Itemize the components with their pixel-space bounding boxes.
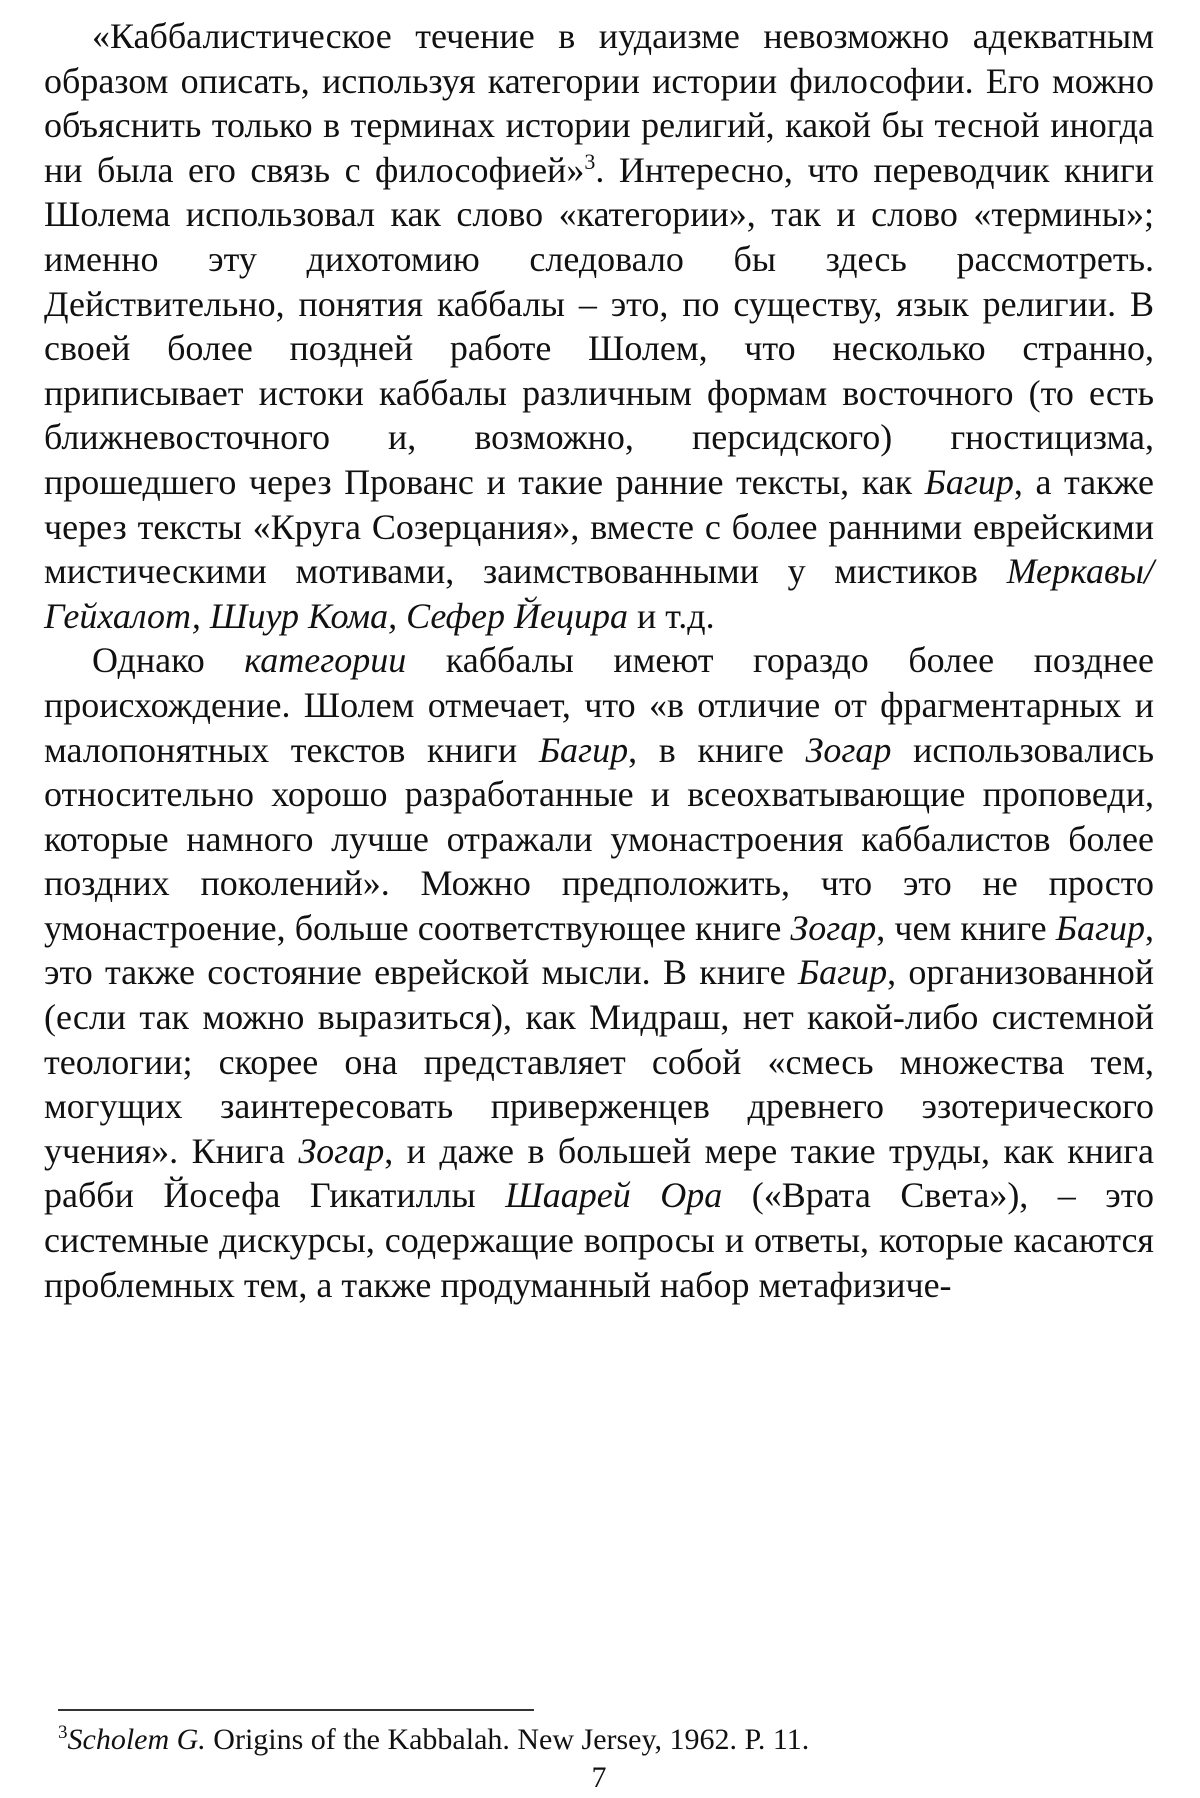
italic-title: Меркавы/Гейхалот, Шиур Кома, Сефер Йецира [44,551,1154,636]
text-run: . Интересно, что переводчик книги Шолема использовал как слово «категории», так и слово «термины»; именно эту дихотомию следовало бы здесь рассмотреть. Действительно, понятия каббалы – это, по существу, язык религии. В своей более поздней работе Шолем, что несколько странно, приписывает истоки каббалы различным формам восточного (то есть ближневосточного и, возможно, персидского) гностицизма, прошедшего через Прованс и такие ранние тексты, как [44,149,1154,502]
text-run: , это также состояние еврейской мысли. В книге [44,907,1154,993]
footnote-reference: 3 [584,148,596,174]
text-run: («Врата Света»), – это системные дискурсы, содержащие вопросы и ответы, которые касаются проблемных тем, а также продуманный набор метафизиче- [44,1175,1154,1305]
book-page [44,14,1155,1794]
footnote-author: Scholem G. [67,1723,206,1756]
footnote-divider [58,1709,534,1711]
footnote [58,1722,1138,1758]
text-run: , а также через тексты «Круга Созерцания», вместе с более ранними еврейскими мистическими мотивами, заимствованными у мистиков [44,461,1154,592]
text-run: «Каббалистическое течение в иудаизме невозможно адекватным образом описать, используя категории истории философии. Его можно объяснить только в терминах истории религий, какой бы тесной иногда ни была его связь с философией» [44,16,1154,190]
text-run: Однако [92,640,245,681]
paragraph-2 [44,638,1154,1307]
italic-title: Багир [797,952,888,993]
page-number: 7 [591,1761,607,1794]
italic-title: Багир [1055,907,1145,948]
text-run: , в книге [628,729,806,770]
footnote-marker: 3 [58,1722,68,1743]
paragraph-1 [44,14,1154,638]
text-run: , и даже в большей мере такие труды, как книга рабби Йосефа Гикатиллы [44,1130,1154,1216]
text-run: использовались относительно хорошо разработанные и всеохватывающие проповеди, которые намного лучше отражали умонастроения каббалистов более поздних поколений». Можно предположить, что это не просто умонастроение, больше соответствующее книге [44,729,1154,948]
italic-title: Зогар [790,907,877,948]
text-run: и т.д. [627,595,715,636]
italic-title: Зогар [298,1130,385,1171]
footnote-text: Origins of the Kabbalah. New Jersey, 1962. P. 11. [205,1723,810,1756]
italic-title: Зогар [805,729,892,770]
italic-title: Шаарей Ора [505,1175,723,1216]
text-run: , чем книге [876,907,1056,948]
italic-title: Багир [924,461,1014,502]
italic-title: категории [244,640,407,681]
text-run: , организованной (если так можно выразиться), как Мидраш, нет какой-либо системной теологии; скорее она представляет собой «смесь множества тем, могущих заинтересовать приверженцев древнего эзотерического учения». Книга [44,952,1154,1171]
italic-title: Багир [538,729,629,770]
text-run: каббалы имеют гораздо более позднее происхождение. Шолем отмечает, что «в отличие от фрагментарных и малопонятных текстов книги [44,640,1155,770]
